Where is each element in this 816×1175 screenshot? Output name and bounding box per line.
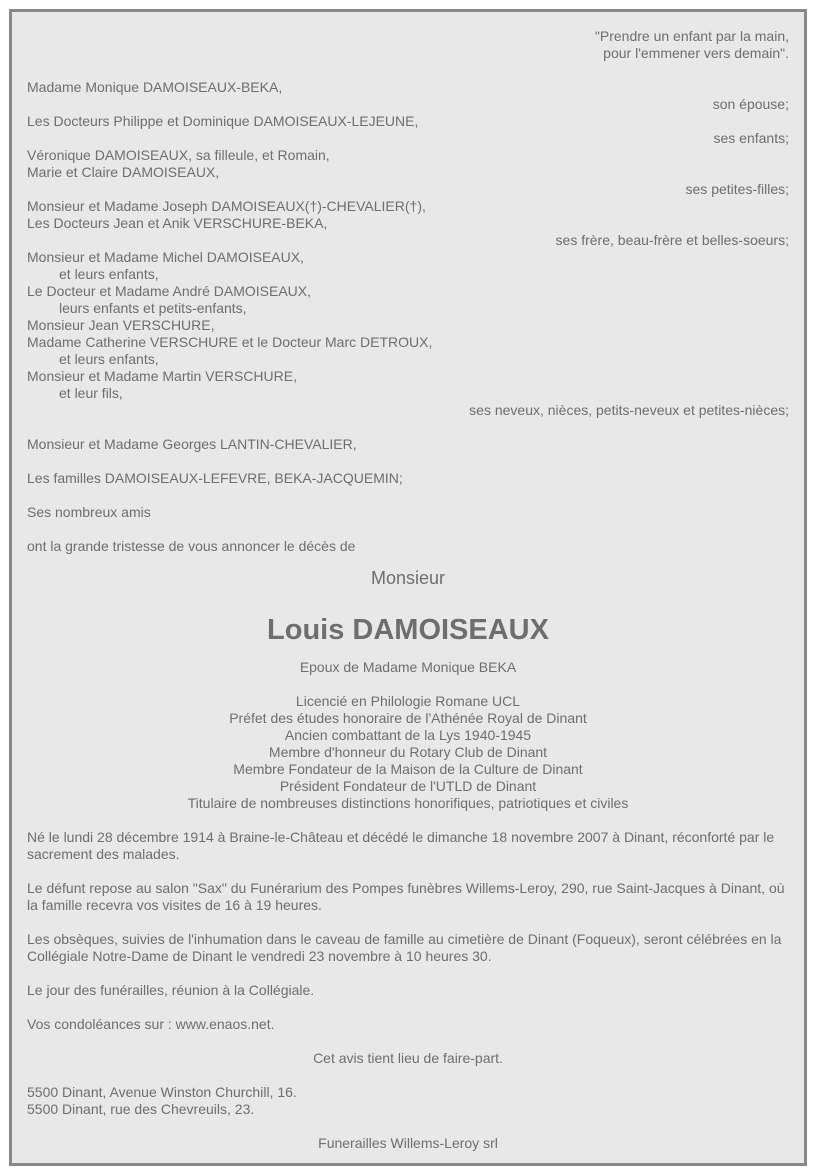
- notice-line: Cet avis tient lieu de faire-part.: [313, 1050, 503, 1066]
- epigraph-line: "Prendre un enfant par la main,: [594, 28, 789, 44]
- distinction-item: Titulaire de nombreuses distinctions honorifiques, patriotiques et civiles: [187, 795, 629, 811]
- nephew-line: et leur fils,: [59, 385, 123, 401]
- obituary-content: [27, 28, 789, 1152]
- granddaughter-line: Marie et Claire DAMOISEAUX,: [27, 164, 220, 180]
- children-role: ses enfants;: [713, 130, 789, 146]
- condolences-line: Vos condoléances sur : www.enaos.net.: [27, 1016, 275, 1032]
- other-families: Les familles DAMOISEAUX-LEFEVRE, BEKA-JACQUEMIN;: [27, 470, 403, 486]
- deceased-name: Louis DAMOISEAUX: [267, 614, 549, 646]
- nephew-line: et leurs enfants,: [59, 266, 159, 282]
- repose-paragraph: Le défunt repose au salon "Sax" du Funérarium des Pompes funèbres Willems-Leroy, 290, rue Saint-Jacques à Dinant, où la famille recevra vos visites de 16 à 19 heures.: [27, 880, 785, 913]
- distinction-item: Licencié en Philologie Romane UCL: [295, 693, 521, 709]
- children-names: Les Docteurs Philippe et Dominique DAMOISEAUX-LEJEUNE,: [27, 113, 419, 129]
- undertaker-name: Funerailles Willems-Leroy srl: [318, 1135, 498, 1151]
- birth-death-paragraph: Né le lundi 28 décembre 1914 à Braine-le-Château et décédé le dimanche 18 novembre 2007 à Dinant, réconforté par le sacrement des malades.: [27, 829, 775, 862]
- nephew-line: Monsieur et Madame Michel DAMOISEAUX,: [27, 249, 304, 265]
- nephew-line: Madame Catherine VERSCHURE et le Docteur Marc DETROUX,: [27, 334, 433, 350]
- nephew-line: Le Docteur et Madame André DAMOISEAUX,: [27, 283, 312, 299]
- sibling-line: Monsieur et Madame Joseph DAMOISEAUX(†)-CHEVALIER(†),: [27, 198, 426, 214]
- address-line: 5500 Dinant, rue des Chevreuils, 23.: [27, 1101, 255, 1117]
- friends-line: Ses nombreux amis: [27, 504, 151, 520]
- granddaughters-role: ses petites-filles;: [685, 181, 789, 197]
- nephew-line: et leurs enfants,: [59, 351, 159, 367]
- epigraph: [27, 28, 789, 62]
- distinction-item: Ancien combattant de la Lys 1940-1945: [284, 727, 532, 743]
- spouse-line: Epoux de Madame Monique BEKA: [299, 659, 517, 675]
- deceased-title: Monsieur: [370, 568, 446, 588]
- distinctions-list: [27, 693, 789, 812]
- meeting-line: Le jour des funérailles, réunion à la Collégiale.: [27, 982, 315, 998]
- epigraph-line: pour l'emmener vers demain".: [603, 45, 789, 61]
- distinction-item: Membre Fondateur de la Maison de la Culture de Dinant: [233, 761, 583, 777]
- distinction-item: Membre d'honneur du Rotary Club de Dinant: [268, 744, 548, 760]
- nephew-line: Monsieur et Madame Martin VERSCHURE,: [27, 368, 297, 384]
- distinction-item: Président Fondateur de l'UTLD de Dinant: [279, 778, 537, 794]
- funeral-paragraph: Les obsèques, suivies de l'inhumation dans le caveau de famille au cimetière de Dinant (Foqueux), seront célébrées en la Collégiale Notre-Dame de Dinant le vendredi 23 novembre à 10 heures 30.: [27, 931, 782, 964]
- wife-name: Madame Monique DAMOISEAUX-BEKA,: [27, 79, 283, 95]
- obituary-card: [9, 9, 807, 1166]
- sibling-line: Les Docteurs Jean et Anik VERSCHURE-BEKA,: [27, 215, 328, 231]
- lantin-family: Monsieur et Madame Georges LANTIN-CHEVALIER,: [27, 436, 357, 452]
- announcement-line: ont la grande tristesse de vous annoncer le décès de: [27, 538, 356, 554]
- nephew-line: leurs enfants et petits-enfants,: [59, 300, 247, 316]
- nephew-line: Monsieur Jean VERSCHURE,: [27, 317, 215, 333]
- distinction-item: Préfet des études honoraire de l'Athénée Royal de Dinant: [229, 710, 587, 726]
- address-line: 5500 Dinant, Avenue Winston Churchill, 16.: [27, 1084, 297, 1100]
- granddaughter-line: Véronique DAMOISEAUX, sa filleule, et Romain,: [27, 147, 330, 163]
- nephews-role: ses neveux, nièces, petits-neveux et petites-nièces;: [469, 402, 789, 418]
- siblings-role: ses frère, beau-frère et belles-soeurs;: [555, 232, 789, 248]
- wife-role: son épouse;: [712, 96, 789, 112]
